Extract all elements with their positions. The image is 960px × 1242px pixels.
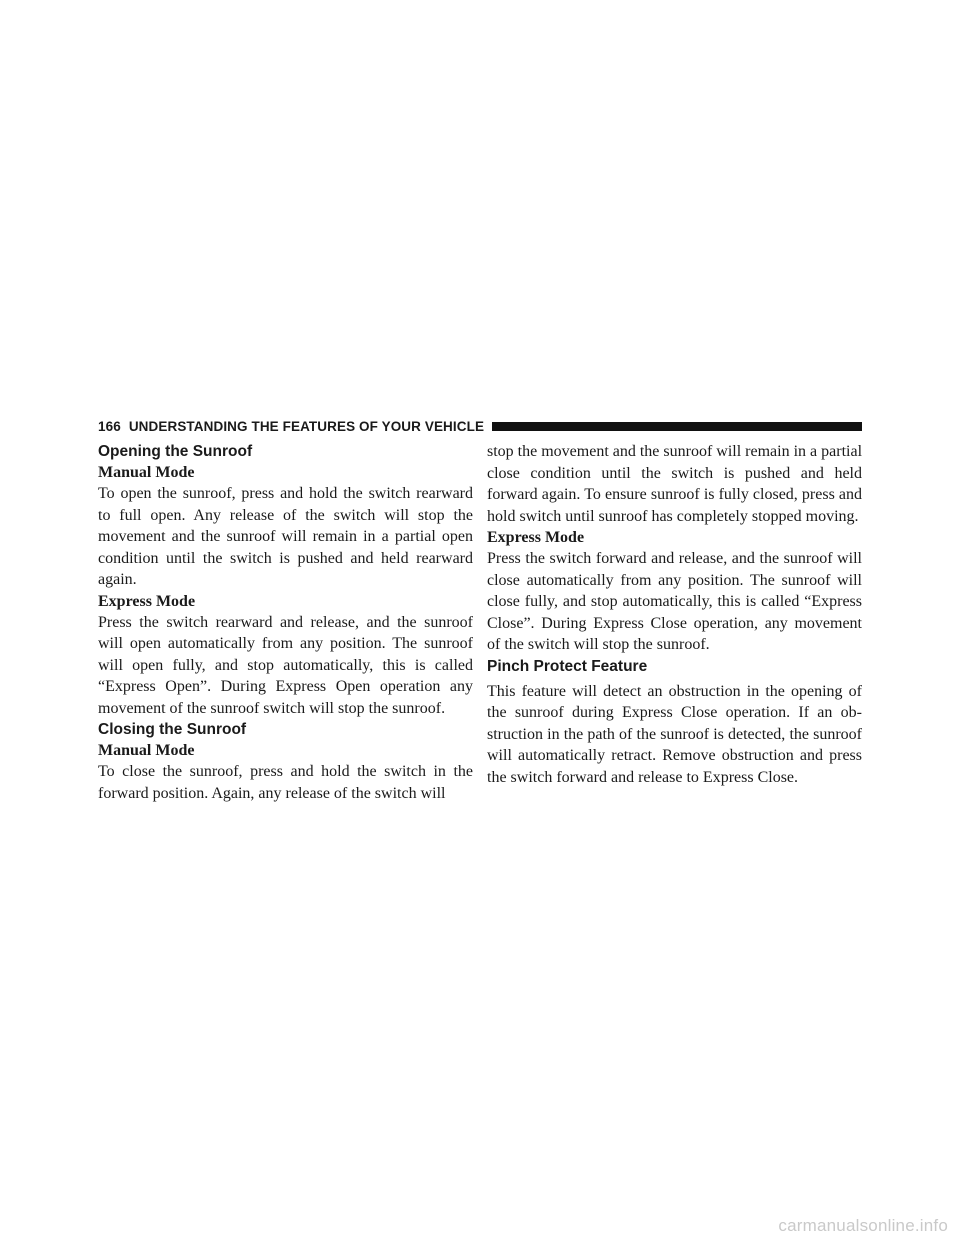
pinch-protect-text: This feature will detect an obstruction in the opening of the sunroof during Express Close operation. If an ob-struction in the path of the sunroof is detected, the sunroof will automatically retract. Remove obstruction and press the switch forward and release to Express Close. <box>487 682 862 786</box>
closing-manual-mode-text-start: To close the sunroof, press and hold the switch in the forward position. Again, any release of the switch will <box>98 763 473 802</box>
left-column <box>98 441 473 804</box>
site-watermark: carmanualsonline.info <box>778 1216 948 1235</box>
page-header <box>98 416 862 436</box>
closing-sunroof-heading: Closing the Sunroof <box>98 721 247 738</box>
page-number: 166 <box>98 418 121 434</box>
right-column <box>487 441 862 788</box>
opening-manual-mode-text: To open the sunroof, press and hold the switch rearward to full open. Any release of the switch will stop the movement and the sunroof will remain in a partial open condition until the switch is pushed and held rearward again. <box>98 485 473 588</box>
opening-express-mode-text: Press the switch rearward and release, and the sunroof will open automatically from any position. The sunroof will open fully, and stop automatically, this is called “Express Open”. During Express Open operation any movement of the sunroof switch will stop the sunroof. <box>98 613 473 717</box>
opening-sunroof-heading: Opening the Sunroof <box>98 443 253 460</box>
pinch-protect-heading: Pinch Protect Feature <box>487 657 648 675</box>
opening-manual-mode-heading: Manual Mode <box>98 464 195 481</box>
header-rule <box>492 422 862 431</box>
closing-manual-mode-heading: Manual Mode <box>98 742 195 759</box>
closing-manual-mode-text-end: stop the movement and the sunroof will remain in a partial close condition until the switch is pushed and held forward again. To ensure sunroof is fully closed, press and hold switch until sunroof has completely stopped moving. <box>487 443 863 525</box>
closing-express-mode-heading: Express Mode <box>487 529 585 546</box>
running-header-title: UNDERSTANDING THE FEATURES OF YOUR VEHICLE <box>128 418 485 434</box>
closing-express-mode-text: Press the switch forward and release, and the sunroof will close automatically from any position. The sunroof will close fully, and stop automatically, this is called “Express Close”. During Express Close operation, any movement of the switch will stop the sunroof. <box>487 550 862 653</box>
opening-express-mode-heading: Express Mode <box>98 592 196 610</box>
